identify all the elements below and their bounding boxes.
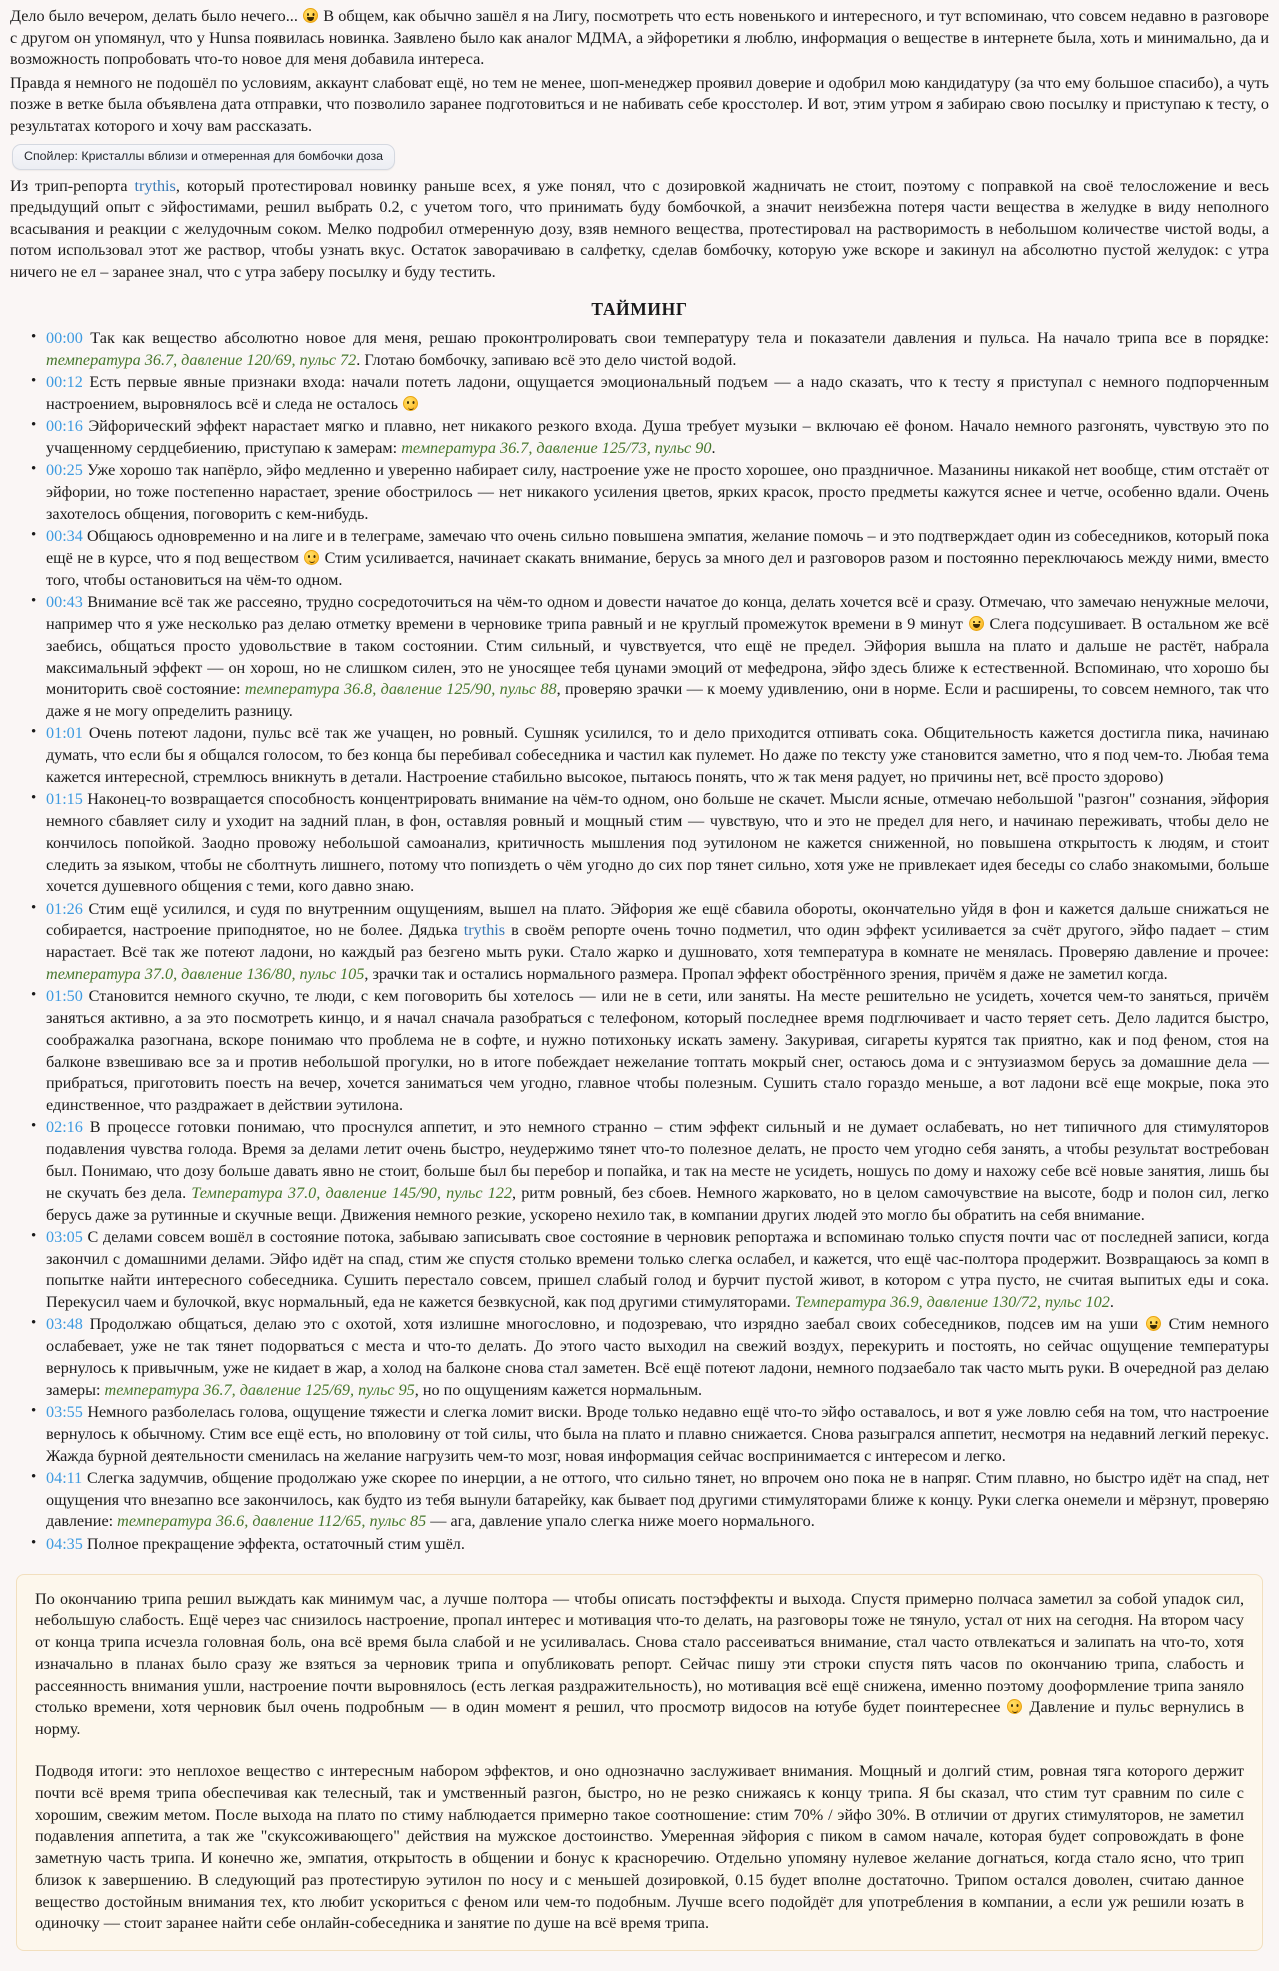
- timing-entry-text: Слега подсушивает. В остальном же всё заебись, общаться просто удовольствие в таком состоянии. Стим сильный, и чувствуется, что ещё не предел. Эйфория вышла на плато и дальше не растёт, набрала максимальный эффект — он хорош, но не слишком силен, это не уносящее тебя цунами эмоций от мефедрона, эйфо здесь ближе к естественной. Вспоминаю, что хорошо бы мониторить своё состояние:: [46, 614, 1269, 699]
- timing-entry-timestamp: 03:48: [46, 1315, 83, 1334]
- timing-entry-text: С делами совсем вошёл в состояние потока, забываю записывать свое состояние в черновик репортажа и вспоминаю только спустя почти час от последней записи, когда закончил с домашними делами. Эйфо идёт на спад, стим же спустя столько времени только слегка ослабел, и кажется, что ещё час-полтора продержит. Возвращаюсь за комп в попытке найти интересного собеседника. Сушить перестало совсем, пришел слабый голод и бурчит пустой живот, в котором с утра пусто, не считая выпитых еды и сока. Перекусил чаем и булочкой, вкус нормальный, еда не кажется безвкусной, как под другими стимуляторами.: [46, 1227, 1270, 1312]
- timing-entry: [46, 1468, 1269, 1533]
- timing-entry-timestamp: 00:00: [46, 329, 83, 348]
- timing-entry: [46, 328, 1269, 372]
- intro-paragraph-2: Правда я немного не подошёл по условиям, аккаунт слабоват ещё, но тем не менее, шоп-менеджер проявил доверие и одобрил мою кандидатуру (за что ему большое спасибо), а чуть позже в ветке была объявлена дата отправки, что позволило заранее подготовиться и не набивать себе кросстолер. И вот, этим утром я забираю свою посылку и приступаю к тесту, о результатах которого и хочу вам рассказать.: [10, 73, 1269, 135]
- outro-paragraph-1: [35, 1589, 1244, 1741]
- timing-entry-timestamp: 00:34: [46, 527, 83, 546]
- timing-entry-timestamp: 00:25: [46, 461, 83, 480]
- timing-entry-text: Очень потеют ладони, пульс всё так же учащен, но ровный. Сушняк усилился, то и дело приходится отпивать сока. Общительность кажется достигла пика, начинаю думать, что если бы я общался голосом, то без конца бы перебивал собеседника и частил как пулемет. Но даже по тексту уже становится заметно, что я под чем-то. Любая тема кажется интересной, стремлюсь вникнуть в детали. Настроение стабильно высокое, пытаюсь понять, что ж так меня радует, но причины нет, всё просто здорово): [46, 724, 1270, 786]
- timing-entry-text: Становится немного скучно, те люди, с кем поговорить бы хотелось — или не в сети, или заняты. На месте решительно не усидеть, хочется чем-то заняться, причём заняться активно, а за это посмотреть кинцо, и я начал сначала разобраться с телефоном, который последнее время подглючивает и часто теряет сеть. Дело ладится быстро, соображалка разогнана, вскоре понимаю что проблема не в софте, и нужно потихоньку искать замену. Закуривая, сигареты курятся так приятно, как и под феном, стоя на балконе взвешиваю все за и против небольшой прогулки, но в итоге побеждает нежелание топтать мокрый снег, остаюсь дома и с энтузиазмом берусь за домашние дела — прибраться, приготовить поесть на вечер, хочется заниматься чем угодно, главное чтобы полезным. Сушить стало гораздо меньше, а вот ладони всё еще мокрые, пока это единственное, что раздражает в действии эутилона.: [46, 987, 1270, 1115]
- timing-entry-text: Эйфорический эффект нарастает мягко и плавно, нет никакого резкого входа. Душа требует музыки – включаю её фоном. Начало немного разгонять, чувствую это по учащенному сердцебиению, приступаю к замерам:: [46, 417, 1269, 458]
- timing-entry-text: Общаюсь одновременно и на лиге и в телеграме, замечаю что очень сильно повышена эмпатия, желание помочь – и это подтверждает один из собеседников, который пока ещё не в курсе, что я под веществом: [46, 527, 1270, 568]
- timing-entry-text: , но по ощущениям кажется нормальным.: [414, 1380, 703, 1399]
- timing-entry: [46, 899, 1269, 986]
- timing-entry-text: , ритм ровный, без сбоев. Немного жарковато, но в целом самочувствие на высоте, бодр и полон сил, легко берусь даже за рутинные и скучные вещи. Движения немного резкие, ускорено нехило так, в компании других людей это могло бы обратить на себя внимание.: [46, 1183, 1269, 1224]
- timing-entry-text: Продолжаю общаться, делаю это с охотой, хотя излишне многословно, и подозреваю, что изрядно заебал своих собеседников, подсев им на уши: [89, 1315, 1145, 1334]
- timing-entry: [46, 1402, 1269, 1467]
- dosage-paragraph: [10, 176, 1269, 284]
- timing-entry: [46, 460, 1269, 525]
- outro-p1-before-emoji: По окончанию трипа решил выждать как минимум час, а лучше полтора — чтобы описать постэффекты и выхода. Спустя примерно полчаса заметил за собой упадок сил, небольшую слабость. Ещё через час снизилось настроение, пропал интерес и мотивация что-то делать, на разговоры тоже не тянуло, устал от них на сегодня. На втором часу от конца трипа исчезла головная боль, она всё время была слабой и не усиливалась. Снова стало рассеиваться внимание, стал часто отвлекаться и залипать на что-то, хотя изначально в планах было сразу же взяться за черновик трипа и опубликовать репорт. Сейчас пишу эти строки спустя пять часов по окончанию трипа, слабость и рассеянность внимания ушли, настроение почти выровнялось (есть легкая раздражительность), но мотивация всё ещё снижена, именно поэтому дооформление трипа заняло столько времени, хотя черновик был очень подробным — в один момент я решил, что просмотр видосов на ютубе будет поинтереснее: [35, 1589, 1244, 1717]
- timing-entry: [46, 789, 1269, 898]
- timing-entry-text: Уже хорошо так напёрло, эйфо медленно и уверенно набирает силу, настроение уже не просто хорошее, оно праздничное. Мазанины никакой нет вообще, стим отстаёт от эйфории, но тоже постепенно нарастает, зрение обострилось — нет никакого усиления цветов, ярких красок, просто предметы кажутся яснее и четче, особенно вдали. Очень захотелось общения, поговорить с кем-нибудь.: [46, 461, 1270, 524]
- vitals-measurement: температура 36.8, давление 125/90, пульс 88: [244, 680, 557, 699]
- timing-entry-text: , зрачки так и остались нормального размера. Пропал эффект обострённого зрения, причём я даже не заметил когда.: [364, 964, 1168, 983]
- dosage-text-after-link: , который протестировал новинку раньше всех, я уже понял, что с дозировкой жадничать не стоит, поэтому с поправкой на своё телосложение и весь предыдущий опыт с эйфостимами, решил выбрать 0.2, с учетом того, что принимать буду бомбочкой, а значит неизбежна потеря части вещества в желудке в виду неполного всасывания и реакции с желудочным соком. Мелко подробил отмеренную дозу, взяв немного вещества, протестировал на растворимость в небольшом количестве чистой воды, а потом использовал этот же раствор, чтобы узнать вкус. Остаток заворачиваю в салфетку, сделав бомбочку, которую уже вскоре и закинул на абсолютно пустой желудок: с утра ничего не ел – заранее знал, что с утра заберу посылку и буду тестить.: [10, 176, 1269, 281]
- outro-box: [16, 1574, 1263, 1952]
- timing-entry-timestamp: 00:16: [46, 417, 83, 436]
- timing-entry-text: в своём репорте очень точно подметил, что один эффект усиливается за счёт другого, эйфо падает – стим нарастает. Всё так же потеют ладони, но каждый раз безгено мыть руки. Стало жарко и душновато, хотя температура в комнате не менялась. Проверяю давление и прочее:: [46, 921, 1269, 962]
- outro-p1-after-emoji: Давление и пульс вернулись в норму.: [35, 1698, 1245, 1739]
- spoiler-toggle-button[interactable]: Спойлер: Кристаллы вблизи и отмеренная для бомбочки доза: [12, 144, 395, 169]
- intro-p1-after-emoji: В общем, как обычно зашёл я на Лигу, посмотреть что есть новенького и интересного, и тут вспоминаю, что совсем недавно в разговоре с другом он упомянул, что у Hunsa появилась новинка. Заявлено было как аналог МДМА, а эйфоретики я люблю, информация о веществе в интернете была, хоть и минимально, да и возможность попробовать что-то новое для меня добавила интереса.: [10, 7, 1269, 69]
- timing-entry-text: . Глотаю бомбочку, запиваю всё это дело чистой водой.: [356, 351, 737, 370]
- timing-entry-timestamp: 02:16: [46, 1118, 83, 1137]
- timing-entry: [46, 372, 1269, 416]
- timing-entry-text: , проверяю зрачки — к моему удивлению, они в норме. Если и расширены, то совсем немного, так что даже я не могу определить разницу.: [46, 680, 1269, 721]
- timing-entry-timestamp: 01:26: [46, 899, 83, 918]
- outro-paragraph-2: Подводя итоги: это неплохое вещество с интересным набором эффектов, и оно однозначно заслуживает внимания. Мощный и долгий стим, ровная тяга которого держит почти всё время трипа обеспечивая как телесный, так и умственный разгон, быстро, но не резко снижаясь к концу трипа. Я бы сказал, что стим тут сравним по силе с хорошим, свежим метом. После выхода на плато по стиму наблюдается примерно такое соотношение: стим 70% / эйфо 30%. В отличии от других стимуляторов, не заметил подавления аппетита, а так же "скуксоживающего" действия на мужское достоинство. Умеренная эйфория с пиком в самом начале, которая будет сопровождать в фоне заметную часть трипа. И конечно же, эмпатия, открытость в общении и бонус к красноречию. Отдельно упомяну нулевое желание догнаться, когда стало ясно, что трип близок к завершению. В следующий раз протестирую эутилон по носу и с меньшей дозировкой, 0.15 будет вполне достаточно. Трипом остался доволен, считаю данное вещество достойным внимания тех, кто любит ускориться с феном или чем-то подобным. Лучше всего подойдёт для употребления в компании, а если уж решили юзать в одиночку — стоит заранее найти себе онлайн-собеседника и занятие по душе на всё время трипа.: [35, 1762, 1244, 1933]
- timing-entry-text: Стим усиливается, начинает скакать внимание, берусь за много дел и разговоров разом и постоянно переключаюсь между ними, вместо того, чтобы остановиться на чём-то одном.: [46, 549, 1269, 589]
- vitals-measurement: температура 36.7, давление 125/69, пульс 95: [104, 1380, 415, 1399]
- timing-list: [10, 328, 1269, 1555]
- timing-entry: [46, 526, 1269, 591]
- timing-entry-timestamp: 01:01: [46, 724, 83, 743]
- trythis-user-link[interactable]: trythis: [134, 176, 176, 195]
- timing-entry-text: Так как вещество абсолютно новое для меня, решаю проконтролировать свои температуру тела и показатели давления и пульса. На начало трипа все в порядке:: [90, 329, 1269, 348]
- vitals-measurement: температура 36.7, давление 125/73, пульс 90: [401, 439, 712, 458]
- timing-entry-text: .: [711, 439, 716, 458]
- timing-entry-text: Стим ещё усилился, и судя по внутренним ощущениям, вышел на плато. Эйфория же ещё сбавила обороты, окончательно уйдя в фон и кажется дальше снижаться не собирается, настроение приподнятое, но не более. Дядька: [46, 899, 1270, 940]
- vitals-measurement: Температура 36.9, давление 130/72, пульс 102: [794, 1293, 1110, 1312]
- timing-entry: [46, 1534, 1269, 1556]
- trythis-user-link[interactable]: trythis: [463, 921, 506, 940]
- timing-entry: [46, 1227, 1269, 1314]
- timing-entry-timestamp: 00:43: [46, 593, 83, 612]
- timing-entry-text: В процессе готовки понимаю, что проснулся аппетит, и это немного странно – стим эффект сильный и не думает ослабевать, но нет типичного для стимуляторов подавления чувства голода. Время за делами летит очень быстро, неудержимо тянет что-то полезное делать, не просто чем угодно себя занять, а чтобы результат востребован был. Понимаю, что дозу больше давать явно не стоит, больше был бы перебор и попайка, и так на месте не усидеть, ношусь по дому и нахожу себе всё новые занятия, лишь бы не скучать без дела.: [46, 1118, 1269, 1202]
- timing-entry: [46, 416, 1269, 460]
- timing-entry-timestamp: 04:35: [46, 1534, 83, 1553]
- timing-entry-text: — ага, давление упало слегка ниже моего нормального.: [426, 1512, 815, 1531]
- grinning-face-emoji: [969, 616, 984, 631]
- timing-entry-text: Полное прекращение эффекта, остаточный стим ушёл.: [86, 1534, 465, 1553]
- slightly-smiling-face-emoji: [1007, 1699, 1022, 1714]
- timing-entry-timestamp: 03:05: [46, 1227, 83, 1246]
- grinning-face-emoji: [1146, 1316, 1161, 1331]
- timing-section-title: ТАЙМИНГ: [591, 299, 688, 320]
- timing-entry-timestamp: 04:11: [46, 1468, 83, 1487]
- timing-entry: [46, 592, 1269, 723]
- slightly-smiling-face-emoji: [304, 550, 319, 565]
- slightly-smiling-face-emoji: [403, 396, 418, 411]
- timing-entry-timestamp: 01:15: [46, 790, 83, 809]
- timing-entry-text: Наконец-то возвращается способность концентрировать внимание на чём-то одном, оно больше не скачет. Мысли ясные, отмечаю небольшой "разгон" сознания, эйфория немного сбавляет силу и уходит на задний план, в фон, оставляя ровный и мощный стим — чувствую, что и это не предел для него, и начинаю переживать, чтобы дело не кончилось попойкой. Заодно провожу небольшой самоанализ, критичность мышления под эутилоном не кажется сниженной, но повышена открытость к людям, и стоит следить за языком, чтобы не сболтнуть лишнего, потому что попиздеть о чём угодно до сих пор тянет сильно, хотя уже не привлекает идея беседы со слабо знакомыми, больше хочется душевного общения с теми, кого давно знаю.: [46, 790, 1269, 896]
- vitals-measurement: температура 36.6, давление 112/65, пульс 85: [117, 1512, 427, 1531]
- timing-entry-text: Внимание всё так же рассеяно, трудно сосредоточиться на чём-то одном и довести начатое до конца, делать хочется всё и сразу. Отмечаю, что замечаю ненужные мелочи, например что я уже несколько раз делаю отметку времени в черновике трипа равный и не круглый промежуток времени в 9 минут: [46, 593, 1270, 633]
- timing-entry-timestamp: 01:50: [46, 987, 83, 1006]
- timing-entry-timestamp: 03:55: [46, 1403, 83, 1422]
- intro-p1-before-emoji: Дело было вечером, делать было нечего...: [10, 7, 303, 25]
- timing-entry-text: .: [1109, 1293, 1114, 1312]
- intro-paragraph-1: [10, 6, 1269, 71]
- timing-entry: [46, 723, 1269, 788]
- timing-entry-text: Слегка задумчив, общение продолжаю уже скорее по инерции, а не оттого, что сильно тянет, но впрочем оно пока не в напряг. Стим плавно, но быстро идёт на спад, нет ощущения что внезапно все закончилось, как будто из тебя вынули батарейку, как бывает под другими стимуляторами ближе к концу. Руки слегка онемели и мёрзнут, проверяю давление:: [46, 1468, 1270, 1531]
- timing-entry-text: Немного разболелась голова, ощущение тяжести и слегка ломит виски. Вроде только недавно ещё что-то эйфо оставалось, и вот я уже ловлю себя на том, что настроение вернулось к обычному. Стим все ещё есть, но вполовину от той силы, что была на плато и плавно снижается. Снова разыгрался аппетит, несмотря на недавний легкий перекус. Жажда бурной деятельности сменилась на желание нагрузить чем-то мозг, новая информация сейчас воспринимается с интересом и легко.: [46, 1403, 1269, 1465]
- timing-entry: [46, 1117, 1269, 1226]
- timing-entry: [46, 986, 1269, 1117]
- dosage-text-before-link: Из трип-репорта: [10, 176, 135, 195]
- vitals-measurement: Температура 37.0, давление 145/90, пульс 122: [191, 1183, 512, 1202]
- timing-entry-timestamp: 00:12: [46, 373, 83, 392]
- vitals-measurement: температура 36.7, давление 120/69, пульс 72: [46, 351, 357, 370]
- grinning-face-emoji: [303, 8, 318, 23]
- timing-entry: [46, 1314, 1269, 1401]
- timing-entry-text: Стим немного ослабевает, уже не так тянет подорваться с места и что-то делать. До этого часто выходил на свежий воздух, перекурить и постоять, но сейчас ощущение температуры вернулось к привычным, уже не кидает в жар, а холод на балконе снова стал заметен. Всё ещё потеют ладони, немного подзаебало так часто мыть руки. В очередной раз делаю замеры:: [46, 1315, 1270, 1399]
- timing-entry-text: Есть первые явные признаки входа: начали потеть ладони, ощущается эмоциональный подъем — а надо сказать, что к тесту я приступал с немного подпорченным настроением, выровнялось всё и следа не осталось: [46, 373, 1270, 414]
- vitals-measurement: температура 37.0, давление 136/80, пульс 105: [46, 964, 365, 983]
